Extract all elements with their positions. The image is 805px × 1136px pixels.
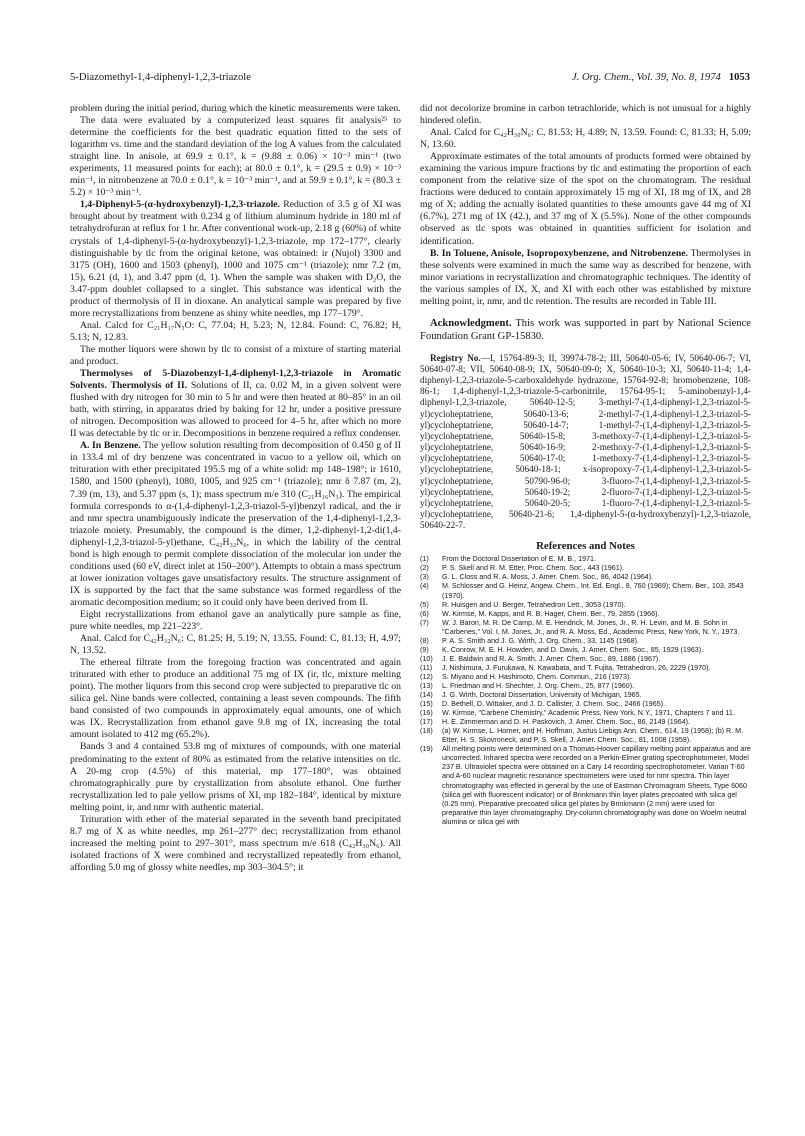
registry-heading: Registry No. <box>430 352 481 363</box>
reference-text: J. E. Baldwin and R. A. Smith, J. Amer. Chem. Soc., 89, 1886 (1967). <box>442 654 661 663</box>
paragraph: Approximate estimates of the total amounts of products formed were obtained by examining the various impure fractions by tlc and estimating the proportion of each component from the relative size of the spot on the chromatogram. The residual fractions were deduced to contain approximately 15 mg of XI, 18 mg of IX, and 28 mg of X; adding the actually isolated quantities to these amounts gave 44 mg of XI (6.7%), 271 mg of IX (42.), and 37 mg of X (5.5%). None of the other compounds observed as tlc spots was obtained in quantities sufficient for isolation and identification. <box>420 151 751 247</box>
acknowledgment <box>420 317 751 343</box>
section-heading: A. In Benzene. <box>80 440 141 452</box>
reference-text: L. Friedman and H. Shechter, J. Org. Chem., 25, 877 (1960). <box>442 682 635 690</box>
paragraph: problem during the initial period, during which the kinetic measurements were taken. <box>70 103 401 114</box>
paragraph: Bands 3 and 4 contained 53.8 mg of mixtures of compounds, with one material predominating to the extent of 80% as estimated from the relative intensities on tlc. A 20-mg crop (4.5%) of this material, mp 177–180°, was obtained chromatographically pure by crystallization from absolute ethanol. One further recrystallization led to pale yellow prisms of XI, mp 182–184°, identical by mixture melting point, ir, and nmr with authentic material. <box>70 741 401 813</box>
reference-item <box>420 664 751 673</box>
acknowledgment-body: This work was supported in part by National Science Foundation Grant GP-15830. <box>420 317 751 342</box>
reference-number: (7) <box>420 618 429 627</box>
reference-number: (16) <box>420 709 433 718</box>
reference-text: W. Kirmse, M. Kapps, and R. B. Hager, Chem. Ber., 79, 2855 (1966). <box>442 609 660 618</box>
reference-item <box>420 673 751 682</box>
reference-number: (2) <box>420 564 429 573</box>
left-column <box>70 103 401 874</box>
page-number: 1053 <box>728 72 750 83</box>
reference-text: G. L. Closs and R. A. Moss, J. Amer. Chem. Soc., 86, 4042 (1964). <box>442 573 654 582</box>
reference-text: S. Miyano and H. Hashimoto, Chem. Commun., 216 (1973). <box>442 672 632 681</box>
reference-text: All melting points were determined on a Thomas-Hoover capillary melting point apparatus and are uncorrected. Infrared spectra were recorded on a Perkin-Elmer grating spectrophotometer, Model 237 B. Ultraviolet spectra were obtained on a Cary 14 recording spectrophotometer. Varian T-60 and A-60 nuclear magnetic resonance spectrometers were used for nmr spectra. Thin layer chromatography was effected in general by the use of Eastman Chromagram Sheets, Type 6060 (silica gel with fluorescent indicator) or of Brinkmann thin layer plates precoated with silica gel (0.25 mm). Preparative precoated silica gel plates by Brinkmann (2 mm) were used for preparative thin layer chromatography. Dry-column chromatography was done on Woelm neutral alumina or silica gel with <box>442 745 751 826</box>
reference-number: (10) <box>420 654 433 663</box>
reference-number: (14) <box>420 691 433 700</box>
reference-item <box>420 709 751 718</box>
paragraph-body: Thermolyses in these solvents were examined in much the same way as described for benzene, with minor variations in recrystallization and chromatographic techniques. The identity of the various samples of IX, X, and XI with each other was established by mixture melting point, ir, nmr, and tlc retention. The results are recorded in Table III. <box>420 247 751 307</box>
running-title: 5-Diazomethyl-1,4-diphenyl-1,2,3-triazole <box>70 72 251 83</box>
reference-item <box>420 601 751 610</box>
reference-text: P. S. Skell and R. M. Etter, Proc. Chem. Soc., 443 (1961). <box>442 564 625 573</box>
reference-item <box>420 582 751 600</box>
reference-text: (a) W. Kirmse, L. Horner, and H. Hoffman, Justus Liebigs Ann. Chem., 614, 19 (1958); (b) R. M. Etter, H. S. Skovroneck, and P. S. Skell, J. Amer. Chem. Soc., 81, 1008 (1959). <box>442 727 744 745</box>
reference-number: (6) <box>420 609 429 618</box>
running-header <box>70 72 750 86</box>
reference-text: From the Doctoral Dissertation of E. M. B., 1971. <box>442 555 596 564</box>
paragraph <box>70 440 401 609</box>
reference-number: (18) <box>420 727 433 736</box>
paragraph <box>70 368 401 440</box>
right-column <box>420 103 751 827</box>
paragraph: The data were evaluated by a computerized least squares fit analysis²⁵ to determine the coefficients for the best quadratic equation fitted to the sets of logarithm vs. time and the standard deviation of the log A values from the calculated straight line. In anisole, at 69.9 ± 0.1°, k = (9.88 ± 0.06) × 10⁻³ min⁻¹ (two experiments, 11 measured points for each); at 80.0 ± 0.1°, k = (29.5 ± 0.9) × 10⁻³ min⁻¹, in nitrobenzene at 70.0 ± 0.1°, k = 10⁻³ min⁻¹, and at 59.9 ± 0.1°, k = (80.3 ± 5.2) × 10⁻³ min⁻¹. <box>70 115 401 199</box>
reference-number: (11) <box>420 663 433 672</box>
reference-item <box>420 655 751 664</box>
paragraph: Eight recrystallizations from ethanol gave an analytically pure sample as fine, pure white needles, mp 221–223°. <box>70 608 401 633</box>
analysis-paragraph: Anal. Calcd for C₄₂H₃₀N₆: C, 81.53; H, 4.89; N, 13.59. Found: C, 81.33; H, 5.09; N, 13.60. <box>420 127 751 151</box>
reference-item <box>420 610 751 619</box>
reference-item <box>420 619 751 637</box>
reference-item <box>420 564 751 573</box>
acknowledgment-heading: Acknowledgment. <box>430 317 512 329</box>
reference-item <box>420 745 751 826</box>
reference-number: (1) <box>420 555 429 564</box>
paragraph: Trituration with ether of the material separated in the seventh band precipitated 8.7 mg of X as white needles, mp 261–277° dec; recrystallization from ethanol increased the melting point to 297–301°, mass spectrum m/e 618 (C₄₂H₃₀N₆). All isolated fractions of X were combined and recrystallized repeatedly from ethanol, affording 5.0 mg of glossy white needles, mp 303–304.5°; it <box>70 813 401 873</box>
section-heading: B. In Toluene, Anisole, Isopropoxybenzene, and Nitrobenzene. <box>430 247 688 259</box>
reference-text: D. Bethell, D. Wittaker, and J. D. Callister, J. Chem. Soc., 2466 (1965). <box>442 700 666 709</box>
journal-citation <box>572 72 750 83</box>
paragraph: did not decolorize bromine in carbon tetrachloride, which is not unusual for a highly hindered olefin. <box>420 103 751 127</box>
reference-item <box>420 718 751 727</box>
journal-name: J. Org. Chem., Vol. 39, No. 8, 1974 <box>572 72 721 83</box>
reference-text: H. E. Zimmerman and D. H. Paskovich, J. Amer. Chem. Soc., 86, 2149 (1964). <box>442 718 691 727</box>
reference-text: R. Huisgen and U. Berger, Tetrahedron Lett., 3053 (1970). <box>442 600 626 609</box>
reference-text: K. Conrow, M. E. H. Howden, and D. Davis, J. Amer. Chem. Soc., 85, 1929 (1963). <box>442 645 704 654</box>
reference-number: (19) <box>420 745 433 754</box>
reference-number: (12) <box>420 672 433 681</box>
reference-item <box>420 573 751 582</box>
paragraph-body: Solutions of II, ca. 0.02 M, in a given solvent were flushed with dry nitrogen for 30 min to 5 hr and were then heated at 80–85° in an oil bath, with stirring, in apparatus dried by baking for 12 hr, under a positive pressure of nitrogen. Decomposition was allowed to proceed for 4–5 hr, after which no more II was detectable by tlc or ir. Decompositions in benzene required a reflux condenser. <box>70 380 401 440</box>
reference-text: P. A. S. Smith and J. G. Wirth, J. Org. Chem., 33, 1145 (1968). <box>442 636 639 645</box>
reference-text: W. J. Baron, M. R. De Camp, M. E. Hendrick, M. Jones, Jr., R. H. Levin, and M. B. Sohn in "Carbenes," Vol. I, M. Jones, Jr., and R. A. Moss, Ed., Academic Press, New York, N. Y., 1973. <box>442 618 740 636</box>
references-list <box>420 555 751 826</box>
registry-body: —I, 15764-89-3; II, 39974-78-2; III, 50640-05-6; IV, 50640-06-7; VI, 50640-07-8; VII, 50640-08-9; IX, 50640-09-0; X, 50640-10-3; XI, 50640-11-4; 1,4-diphenyl-1,2,3-triazole-5-carboxaldehyde hydrazone, 15764-92-8; bromobenzene, 108-86-1; 1,4-diphenyl-1,2,3-triazole-5-carbonitrile, 15764-95-1; 5-aminobenzyl-1,4-diphenyl-1,2,3-triazole, 50640-12-5; 3-methyl-7-(1,4-diphenyl-1,2,3-triazol-5-yl)cycloheptatriene, 50640-13-6; 2-methyl-7-(1,4-diphenyl-1,2,3-triazol-5-yl)cycloheptatriene, 50640-14-7; 1-methyl-7-(1,4-diphenyl-1,2,3-triazol-5-yl)cycloheptatriene, 50640-15-8; 3-methoxy-7-(1,4-diphenyl-1,2,3-triazol-5-yl)cycloheptatriene, 50640-16-9; 2-methoxy-7-(1,4-diphenyl-1,2,3-triazol-5-yl)cycloheptatriene, 50640-17-0; 1-methoxy-7-(1,4-diphenyl-1,2,3-triazol-5-yl)cycloheptatriene, 50640-18-1; x-isopropoxy-7-(1,4-diphenyl-1,2,3-triazol-5-yl)cycloheptatriene, 50790-96-0; 3-fluoro-7-(1,4-diphenyl-1,2,3-triazol-5-yl)cycloheptatriene, 50640-19-2; 2-fluoro-7-(1,4-diphenyl-1,2,3-triazol-5-yl)cycloheptatriene, 50640-20-5; 1-fluoro-7-(1,4-diphenyl-1,2,3-triazol-5-yl)cycloheptatriene, 50640-21-6; 1,4-diphenyl-5-(α-hydroxybenzyl)-1,2,3-triazole, 50640-22-7. <box>420 352 751 531</box>
reference-item <box>420 555 751 564</box>
reference-number: (5) <box>420 600 429 609</box>
reference-number: (15) <box>420 700 433 709</box>
paragraph <box>420 248 751 308</box>
paragraph-body: The yellow solution resulting from decomposition of 0.450 g of II in 133.4 ml of dry benzene was concentrated in vacuo to a yellow oil, which on trituration with ether precipitated 195.5 mg of a white solid: mp 148–198°; ir 1610, 1580, and 1500 (phenyl), 1080, 1005, and 925 cm⁻¹ (triazole); nmr δ 7.87 (m, 2), 7.39 (m, 13), and 5.37 ppm (s, 1); mass spectrum m/e 310 (C₂₁H₁₆N₃). The empirical formula corresponds to α-(1,4-diphenyl-1,2,3-triazol-5-yl)benzyl radical, and the ir and nmr spectra unambiguously indicate the preservation of the 1,4-diphenyl-1,2,3-triazole moiety. Presumably, the compound is the dimer, 1,2-diphenyl-1,2-di(1,4-diphenyl-1,2,3-triazol-5-yl)ethane, C₄₂H₃₂N₆, in which the lability of the central bond is high enough to permit complete dissociation of the molecular ion under the conditions used (60 eV, direct inlet at 150–200°). Attempts to obtain a mass spectrum at lower ionization voltages gave unsatisfactory results. The structure assignment of IX is supported by the fact that the same substance was formed regardless of the aromatic decomposition medium; so it could only have been derived from II. <box>70 440 402 608</box>
reference-number: (9) <box>420 645 429 654</box>
paragraph <box>70 199 401 319</box>
reference-item <box>420 700 751 709</box>
reference-number: (3) <box>420 573 429 582</box>
reference-number: (4) <box>420 582 429 591</box>
reference-text: J. G. Wirth, Doctoral Dissertation, University of Michigan, 1965. <box>442 691 642 700</box>
reference-text: M. Schlosser and G. Heinz, Angew. Chem., Int. Ed. Engl., 8, 760 (1969); Chem. Ber., 103, 3543 (1970). <box>442 582 744 600</box>
registry-numbers <box>420 353 751 532</box>
reference-item <box>420 727 751 745</box>
paragraph: The mother liquors were shown by tlc to consist of a mixture of starting material and product. <box>70 343 401 367</box>
reference-number: (8) <box>420 636 429 645</box>
reference-item <box>420 637 751 646</box>
reference-item <box>420 646 751 655</box>
reference-item <box>420 691 751 700</box>
reference-text: W. Kirmse, "Carbene Chemistry," Academic Press, New York, N.Y., 1971, Chapters 7 and 11. <box>442 709 735 718</box>
section-heading: Thermolyses of 5-Diazobenzyl-1,4-diphenyl-1,2,3-triazole in Aromatic Solvents. Thermolysis of II. <box>70 368 401 392</box>
analysis-paragraph: Anal. Calcd for C₂₁H₁₇N₃O: C, 77.04; H, 5.23; N, 12.84. Found: C, 76.82; H, 5.13; N, 12.83. <box>70 319 401 343</box>
reference-number: (17) <box>420 718 433 727</box>
section-heading: 1,4-Diphenyl-5-(α-hydroxybenzyl)-1,2,3-triazole. <box>80 199 281 211</box>
paragraph: The ethereal filtrate from the foregoing fraction was concentrated and again triturated with ether to produce an additional 75 mg of IX (ir, tlc, mixture melting point). The mother liquors from this second crop were subjected to preparative tlc on silica gel. Nine bands were collected, containing a least seven compounds. The fifth band consisted of two compounds in approximately equal amounts, one of which was IX. Recrystallization from ethanol gave 9.8 mg of IX, increasing the total amount isolated to 412 mg (65.2%). <box>70 657 401 741</box>
reference-number: (13) <box>420 682 433 690</box>
analysis-paragraph: Anal. Calcd for C₄₂H₃₂N₆: C, 81.25; H, 5.19; N, 13.55. Found: C, 81.13; H, 4.97; N, 13.52. <box>70 633 401 657</box>
references-heading: References and Notes <box>536 540 635 553</box>
reference-item <box>420 682 751 691</box>
reference-text: J. Nishimura, J. Furukawa, N. Kawabata, and T. Fujita, Tetrahedron, 26, 2229 (1970). <box>442 663 711 672</box>
paragraph-body: Reduction of 3.5 g of XI was brought about by treatment with 0.234 g of lithium aluminum hydride in 180 ml of tetrahydrofuran at reflux for 1 hr. After conventional work-up, 2.18 g (60%) of white crystals of 1,4-diphenyl-5-(α-hydroxybenzyl)-1,2,3-triazole, mp 172–177°, clearly distinguishable by tlc from the original ketone, was obtained: ir (Nujol) 3300 and 3175 (OH), 1600 and 1503 (phenyl), 1000 and 1075 cm⁻¹ (triazole); nmr 7.2 (m, 15), 6.21 (d, 1), and 3.47 ppm (d, 1). When the sample was shaken with D₂O, the 3.47-ppm doublet collapsed to a singlet. This substance was identical with the product of thermolysis of II in dioxane. An analytical sample was prepared by five more recrystallizations from benzene as shiny white needles, mp 177–179°. <box>70 199 401 319</box>
